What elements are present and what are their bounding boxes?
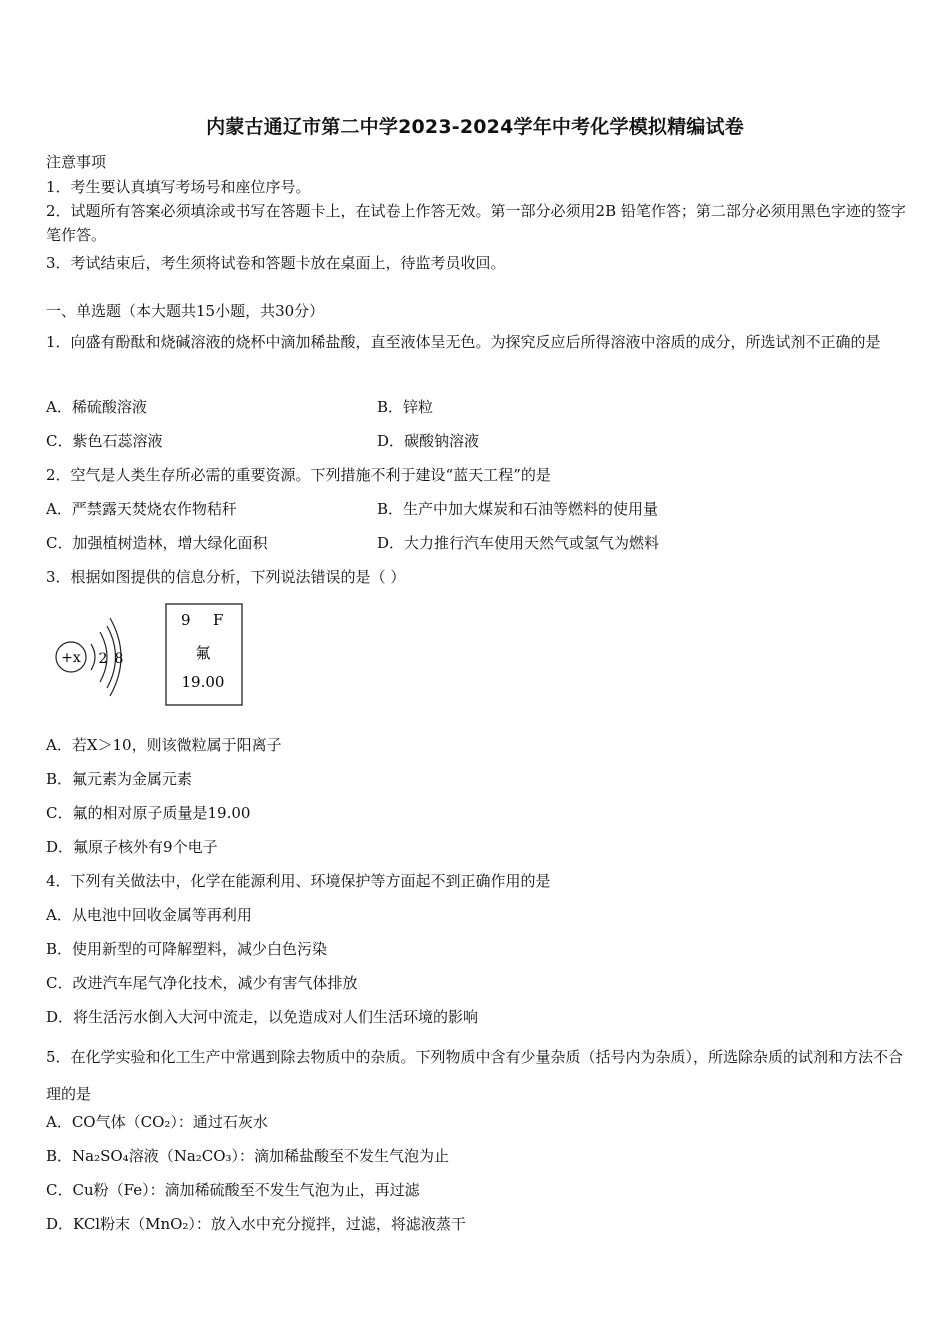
question-5-option-b: B．Na₂SO₄溶液（Na₂CO₃）：滴加稀盐酸至不发生气泡为止 <box>46 1147 450 1165</box>
page-title: 内蒙古通辽市第二中学2023-2024学年中考化学模拟精编试卷 <box>206 116 744 138</box>
question-3-option-a: A．若X＞10，则该微粒属于阳离子 <box>46 736 282 754</box>
question-1-option-d: D．碳酸钠溶液 <box>377 432 480 450</box>
shell-1-electrons: 2 <box>98 651 108 667</box>
question-2-option-b: B．生产中加大煤炭和石油等燃料的使用量 <box>377 500 659 518</box>
question-5-stem: 5．在化学实验和化工生产中常遇到除去物质中的杂质。下列物质中含有少量杂质（括号内为杂质），所选除杂质的试剂和方法不合理的是 <box>46 1048 904 1103</box>
element-symbol: F <box>213 611 224 629</box>
question-4-stem: 4．下列有关做法中，化学在能源利用、环境保护等方面起不到正确作用的是 <box>46 872 551 890</box>
nucleus-charge: +x <box>61 650 81 666</box>
atom-structure-diagram <box>56 618 123 696</box>
element-cell <box>166 604 242 705</box>
notice-heading: 注意事项 <box>46 153 107 171</box>
notice-item: 3．考试结束后，考生须将试卷和答题卡放在桌面上，待监考员收回。 <box>46 254 506 272</box>
question-2-option-a: A．严禁露天焚烧农作物秸秆 <box>46 500 237 518</box>
element-name: 氟 <box>195 644 211 662</box>
question-2-stem: 2．空气是人类生存所必需的重要资源。下列措施不利于建设“蓝天工程”的是 <box>46 466 551 484</box>
question-1-option-a: A．稀硫酸溶液 <box>46 398 147 416</box>
question-3-option-c: C．氟的相对原子质量是19.00 <box>46 804 251 822</box>
section-heading: 一、单选题（本大题共15小题，共30分） <box>46 302 325 320</box>
electron-shell-1 <box>91 644 95 670</box>
question-4-option-c: C．改进汽车尾气净化技术，减少有害气体排放 <box>46 974 358 992</box>
question-4-option-b: B．使用新型的可降解塑料，减少白色污染 <box>46 940 328 958</box>
atomic-mass: 19.00 <box>181 673 225 691</box>
question-2-option-d: D．大力推行汽车使用天然气或氢气为燃料 <box>377 534 660 552</box>
shell-2-electrons: 8 <box>114 651 124 667</box>
atom-structure-figure <box>50 600 250 710</box>
question-3-option-d: D．氟原子核外有9个电子 <box>46 838 218 856</box>
question-5-option-c: C．Cu粉（Fe）：滴加稀硫酸至不发生气泡为止，再过滤 <box>46 1181 420 1199</box>
notice-item: 1．考生要认真填写考场号和座位序号。 <box>46 178 311 196</box>
question-2-option-c: C．加强植树造林，增大绿化面积 <box>46 534 268 552</box>
question-3-option-b: B．氟元素为金属元素 <box>46 770 193 788</box>
question-5-option-a: A．CO气体（CO₂）：通过石灰水 <box>46 1113 268 1131</box>
question-5-option-d: D．KCl粉末（MnO₂）：放入水中充分搅拌，过滤，将滤液蒸干 <box>46 1215 466 1233</box>
question-4-option-a: A．从电池中回收金属等再利用 <box>46 906 252 924</box>
question-3-stem: 3．根据如图提供的信息分析，下列说法错误的是（ ） <box>46 568 406 586</box>
question-1-stem: 1．向盛有酚酞和烧碱溶液的烧杯中滴加稀盐酸，直至液体呈无色。为探究反应后所得溶液中溶质的成分，所选试剂不正确的是 <box>46 333 881 351</box>
question-4-option-d: D．将生活污水倒入大河中流走，以免造成对人们生活环境的影响 <box>46 1008 479 1026</box>
notice-item: 2．试题所有答案必须填涂或书写在答题卡上，在试卷上作答无效。第一部分必须用2B 铅笔作答；第二部分必须用黑色字迹的签字笔作答。 <box>46 202 906 244</box>
question-1-option-b: B．锌粒 <box>377 398 434 416</box>
question-1-option-c: C．紫色石蕊溶液 <box>46 432 163 450</box>
atomic-number: 9 <box>181 611 191 629</box>
